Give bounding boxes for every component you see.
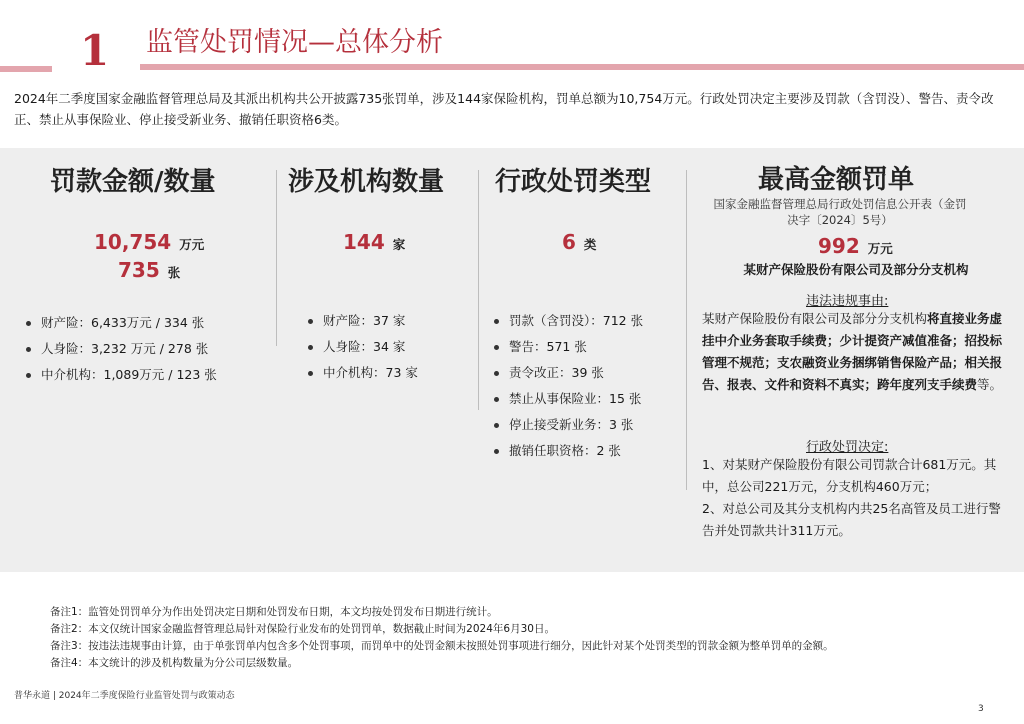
section-number: 1 — [80, 26, 110, 75]
bullet-icon — [308, 345, 313, 350]
bullet-icon — [308, 371, 313, 376]
types-breakdown-list — [494, 308, 643, 464]
fines-amount-value: 10,754 — [94, 230, 172, 254]
fines-count-unit: 张 — [167, 265, 181, 280]
footnote: 备注4：本文统计的涉及机构数量为分公司层级数量。 — [50, 657, 299, 669]
institutions-count-unit: 家 — [392, 237, 406, 252]
header-line-right — [140, 64, 1024, 70]
fines-amount — [94, 230, 204, 254]
column-divider — [478, 170, 479, 410]
types-count-value: 6 — [562, 230, 576, 254]
decision-text — [702, 454, 1012, 542]
footnote: 备注2：本文仅统计国家金融监督管理总局针对保险行业发布的处罚罚单，数据截止时间为2024年6月30日。 — [50, 623, 555, 635]
institutions-count-value: 144 — [343, 230, 385, 254]
types-count — [562, 230, 596, 254]
list-item: 财产险：37 家 — [308, 308, 418, 334]
fines-count — [118, 258, 180, 282]
highest-amount-value: 992 — [818, 234, 860, 258]
page-title: 监管处罚情况—总体分析 — [146, 27, 443, 58]
list-item: 人身险：34 家 — [308, 334, 418, 360]
list-item: 中介机构：73 家 — [308, 360, 418, 386]
bullet-icon — [26, 373, 31, 378]
column-divider — [276, 170, 277, 346]
bullet-icon — [494, 423, 499, 428]
list-item: 撤销任职资格：2 张 — [494, 438, 643, 464]
list-item: 警告：571 张 — [494, 334, 643, 360]
highest-source: 国家金融监督管理总局行政处罚信息公开表（金罚决字〔2024〕5号） — [713, 197, 967, 227]
types-count-unit: 类 — [583, 237, 597, 252]
list-item: 责令改正：39 张 — [494, 360, 643, 386]
fines-count-value: 735 — [118, 258, 160, 282]
bullet-icon — [26, 321, 31, 326]
bullet-icon — [494, 371, 499, 376]
bullet-icon — [308, 319, 313, 324]
footnotes — [50, 604, 834, 672]
institutions-count — [343, 230, 405, 254]
list-item: 中介机构：1,089万元 / 123 张 — [26, 362, 217, 388]
footnote: 备注3：按违法违规事由计算，由于单张罚单内包含多个处罚事项，而罚单中的处罚金额未按照处罚事项进行细分，因此针对某个处罚类型的罚款金额为整单罚单的金额。 — [50, 640, 834, 652]
decision-line: 1、对某财产保险股份有限公司罚款合计681万元。其中，总公司221万元，分支机构460万元； — [702, 457, 997, 494]
violation-reason-heading: 违法违规事由: — [806, 294, 889, 309]
page-number: 3 — [978, 704, 984, 714]
list-item: 禁止从事保险业：15 张 — [494, 386, 643, 412]
bullet-icon — [494, 449, 499, 454]
header-line-left — [0, 66, 52, 72]
types-title: 行政处罚类型 — [495, 167, 652, 197]
fines-breakdown-list — [26, 310, 217, 388]
fines-title: 罚款金额/数量 — [50, 167, 216, 197]
list-item: 罚款（含罚没）：712 张 — [494, 308, 643, 334]
footer-source: 普华永道 | 2024年二季度保险行业监管处罚与政策动态 — [14, 691, 235, 701]
bullet-icon — [494, 319, 499, 324]
decision-line: 2、对总公司及其分支机构内共25名高管及员工进行警告并处罚款共计311万元。 — [702, 501, 1001, 538]
summary-panel — [0, 148, 1024, 572]
highest-amount — [818, 234, 893, 258]
footnote: 备注1：监管处罚罚单分为作出处罚决定日期和处罚发布日期，本文均按处罚发布日期进行统计。 — [50, 606, 498, 618]
decision-heading: 行政处罚决定: — [806, 440, 889, 455]
violation-reason-text: 某财产保险股份有限公司及部分分支机构将直接业务虚挂中介业务套取手续费；少计提资产减值准备；招投标管理不规范；支农融资业务捆绑销售保险产品；相关报告、报表、文件和资料不真实；跨年度列支手续费等。 — [702, 311, 1003, 392]
fines-amount-unit: 万元 — [179, 237, 205, 252]
highest-title: 最高金额罚单 — [758, 165, 915, 195]
bullet-icon — [494, 345, 499, 350]
bullet-icon — [26, 347, 31, 352]
institutions-breakdown-list — [308, 308, 418, 386]
column-divider — [686, 170, 687, 490]
bullet-icon — [494, 397, 499, 402]
intro-text: 2024年二季度国家金融监督管理总局及其派出机构共公开披露735张罚单，涉及144家保险机构，罚单总额为10,754万元。行政处罚决定主要涉及罚款（含罚没）、警告、责令改正、禁止从事保险业、停止接受新业务、撤销任职资格6类。 — [14, 91, 994, 127]
highest-amount-unit: 万元 — [867, 241, 893, 256]
list-item: 人身险：3,232 万元 / 278 张 — [26, 336, 217, 362]
list-item: 财产险：6,433万元 / 334 张 — [26, 310, 217, 336]
list-item: 停止接受新业务：3 张 — [494, 412, 643, 438]
institutions-title: 涉及机构数量 — [288, 167, 445, 197]
highest-company: 某财产保险股份有限公司及部分分支机构 — [743, 262, 969, 277]
